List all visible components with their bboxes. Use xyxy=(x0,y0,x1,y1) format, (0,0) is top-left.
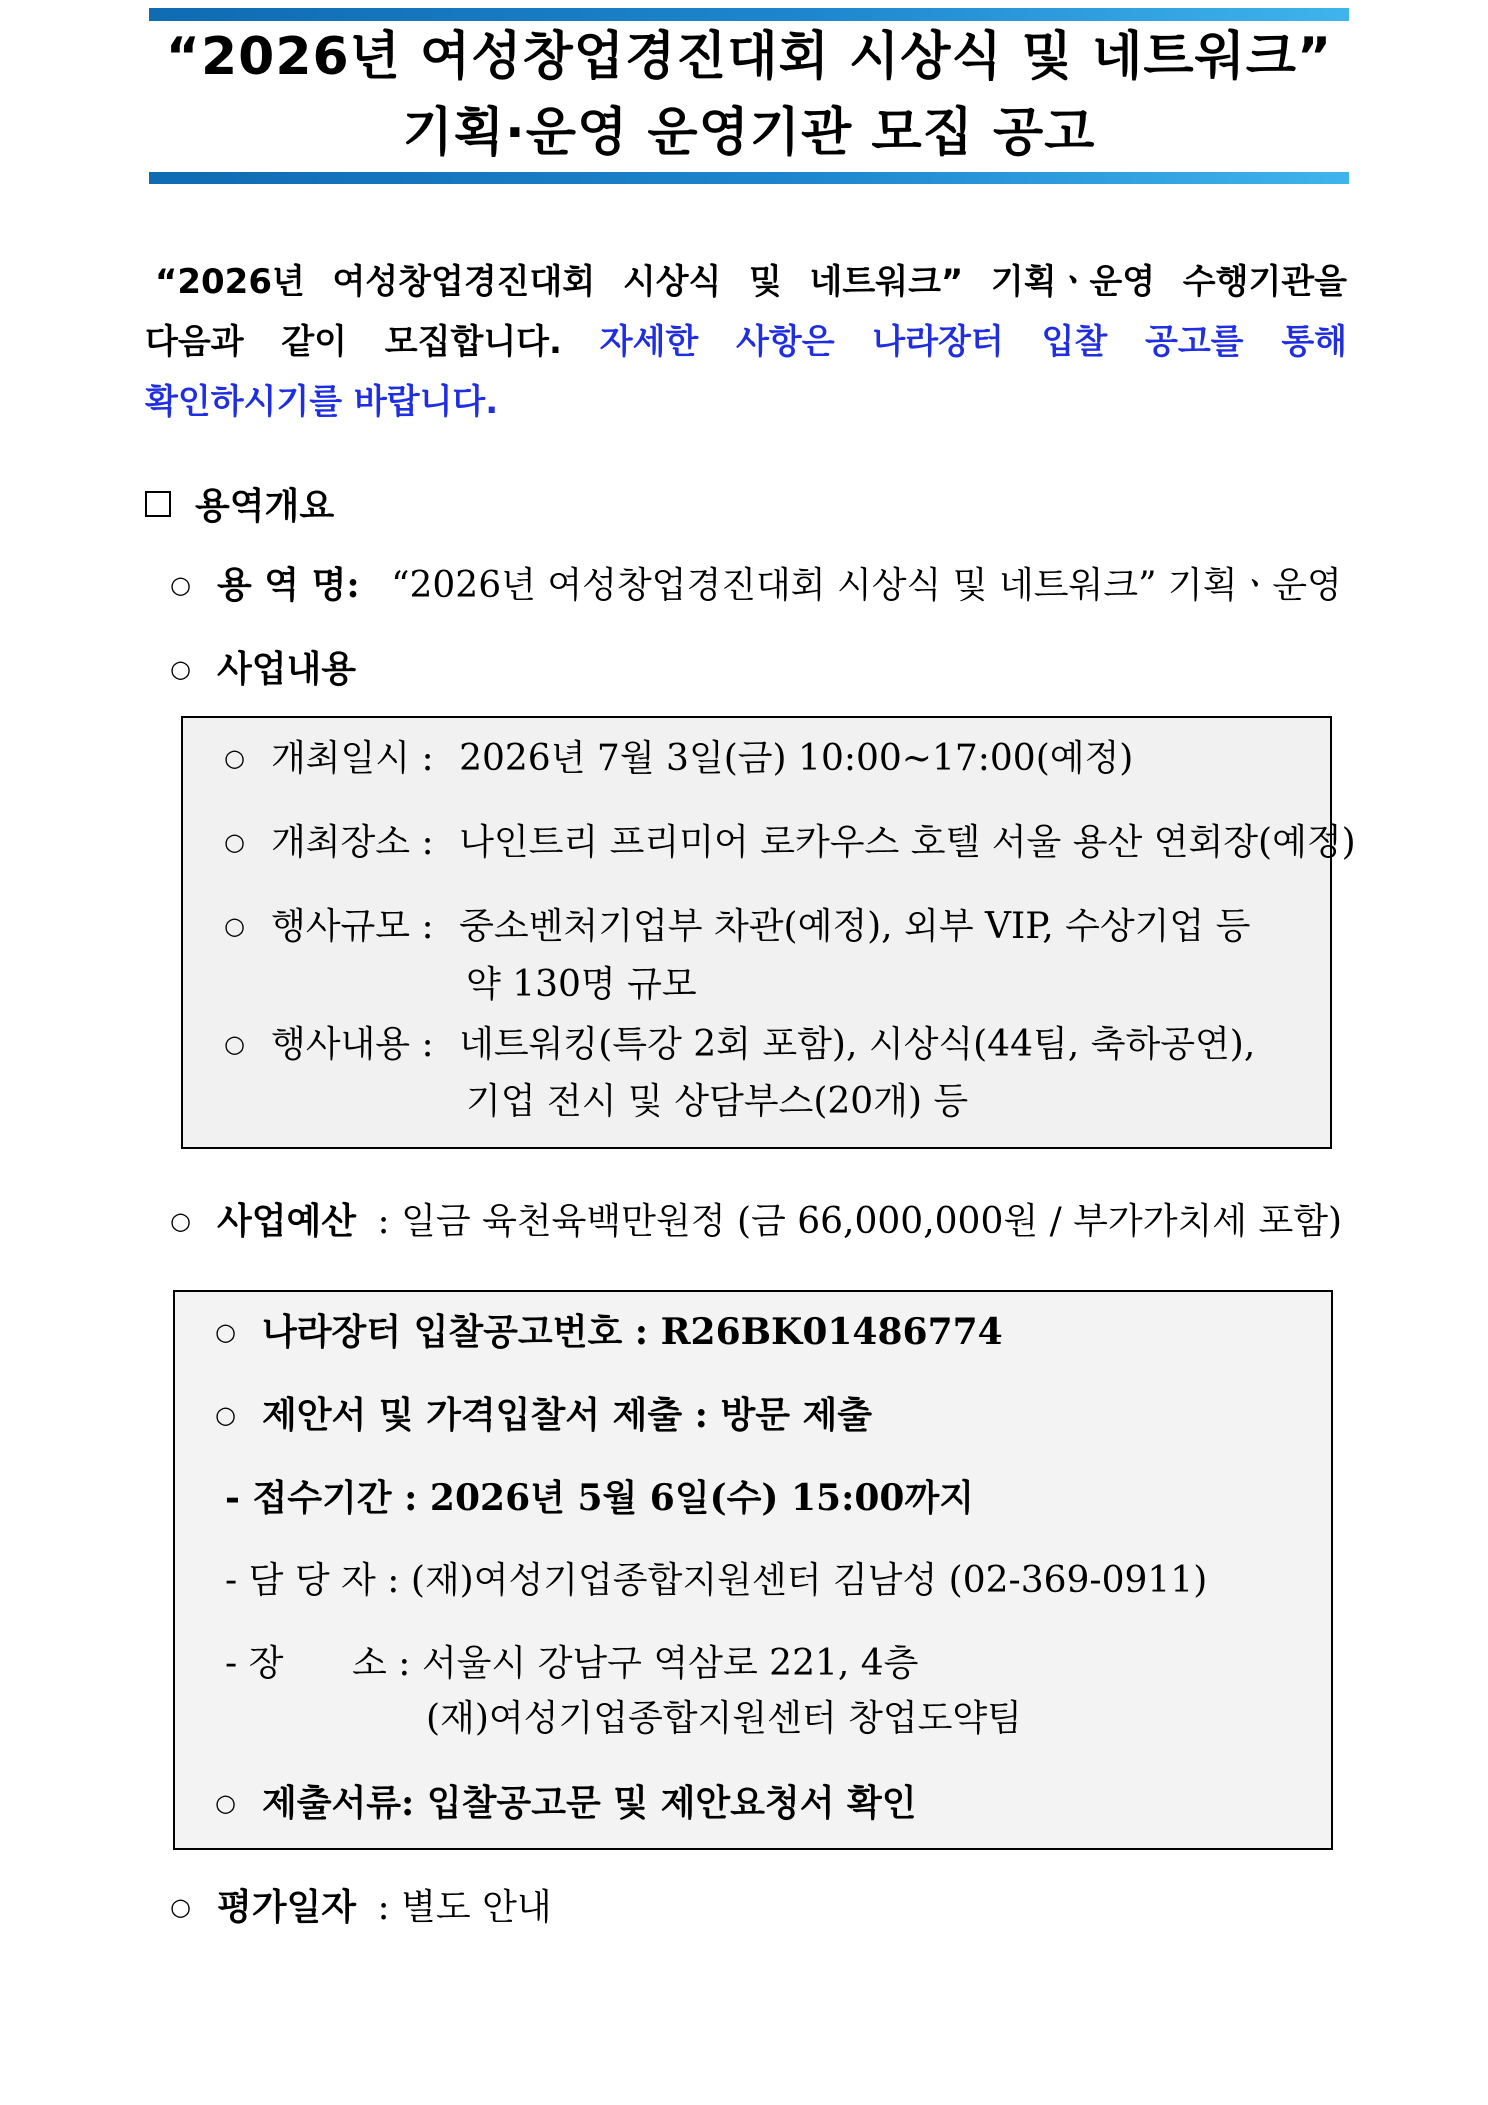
intro-paragraph xyxy=(145,252,1347,432)
bid-place-value: 서울시 강남구 역삼로 221, 4층 xyxy=(421,1643,919,1684)
bid-contact: - 담 당 자 : (재)여성기업종합지원센터 김남성 (02-369-0911) xyxy=(225,1560,1208,1601)
business-item-scale xyxy=(224,901,1250,952)
budget-label: 사업예산 xyxy=(216,1200,357,1242)
bid-place-value-cont: (재)여성기업종합지원센터 창업도약팀 xyxy=(426,1698,1022,1739)
service-name-value: “2026년 여성창업경진대회 시상식 및 네트워크” 기획ㆍ운영 xyxy=(391,565,1342,606)
bid-notice-row xyxy=(215,1307,1003,1357)
bullet-icon: ○ xyxy=(224,912,245,940)
section-title: 용역개요 xyxy=(195,486,335,527)
item-value: 네트워킹(특강 2회 포함), 시상식(44팀, 축하공연), xyxy=(459,1024,1256,1065)
bid-place-row xyxy=(225,1639,918,1689)
service-name-row xyxy=(170,560,1340,611)
header-bottom-bar xyxy=(149,172,1349,184)
page-title-line1: “2026년 여성창업경진대회 시상식 및 네트워크” xyxy=(165,27,1333,87)
business-item-program xyxy=(224,1019,1255,1070)
bid-notice: 나라장터 입찰공고번호 : R26BK01486774 xyxy=(261,1311,1003,1353)
intro-line-3: 확인하시기를 바랍니다. xyxy=(145,382,499,422)
item-label: 개최장소 : xyxy=(270,822,434,863)
item-value: 나인트리 프리미어 로카우스 호텔 서울 용산 연회장(예정) xyxy=(459,822,1356,863)
business-label-row xyxy=(170,644,356,695)
bid-place-label: - 장 소 : xyxy=(225,1643,411,1684)
bullet-icon: ○ xyxy=(170,655,191,683)
bullet-icon: ○ xyxy=(170,1893,191,1921)
checkbox-icon xyxy=(145,491,171,517)
business-item-program-cont: 기업 전시 및 상담부스(20개) 등 xyxy=(466,1081,969,1122)
bullet-icon: ○ xyxy=(170,571,191,599)
bid-docs: 제출서류: 입찰공고문 및 제안요청서 확인 xyxy=(261,1782,917,1824)
bullet-icon: ○ xyxy=(215,1401,236,1429)
bullet-icon: ○ xyxy=(215,1789,236,1817)
budget-row xyxy=(170,1196,1342,1247)
service-name-label: 용 역 명: xyxy=(216,564,360,606)
header-top-bar xyxy=(149,8,1349,21)
business-item-scale-cont: 약 130명 규모 xyxy=(466,964,697,1005)
item-label: 행사내용 : xyxy=(270,1024,434,1065)
evaluation-label: 평가일자 xyxy=(216,1886,357,1928)
intro-line-2 xyxy=(145,312,1347,372)
bid-info-box xyxy=(173,1290,1333,1850)
section-heading xyxy=(145,478,334,529)
bullet-icon: ○ xyxy=(224,1030,245,1058)
bid-submit: 제안서 및 가격입찰서 제출 : 방문 제출 xyxy=(261,1394,873,1436)
business-details-box xyxy=(181,716,1356,1149)
intro-line-1: “2026년 여성창업경진대회 시상식 및 네트워크” 기획ㆍ운영 수행기관을 xyxy=(155,262,1347,302)
intro-text: 다음과 같이 모집합니다. xyxy=(145,322,562,362)
item-label: 행사규모 : xyxy=(270,906,434,947)
business-item-date xyxy=(224,733,1133,784)
bullet-icon: ○ xyxy=(170,1207,191,1235)
bullet-icon: ○ xyxy=(215,1318,236,1346)
evaluation-row xyxy=(170,1882,552,1933)
bid-period: - 접수기간 : 2026년 5월 6일(수) 15:00까지 xyxy=(225,1477,975,1519)
bid-docs-row xyxy=(215,1778,917,1828)
bid-submit-row xyxy=(215,1390,872,1440)
item-value: 2026년 7월 3일(금) 10:00~17:00(예정) xyxy=(459,738,1134,779)
budget-value: : 일금 육천육백만원정 (금 66,000,000원 / 부가가치세 포함) xyxy=(377,1201,1343,1242)
intro-highlight: 자세한 사항은 나라장터 입찰 공고를 통해 xyxy=(561,322,1348,362)
bullet-icon: ○ xyxy=(224,828,245,856)
business-item-venue xyxy=(224,817,1356,868)
item-value: 중소벤처기업부 차관(예정), 외부 VIP, 수상기업 등 xyxy=(459,906,1251,947)
item-label: 개최일시 : xyxy=(270,738,434,779)
bullet-icon: ○ xyxy=(224,744,245,772)
page-title-line2: 기획·운영 운영기관 모집 공고 xyxy=(402,103,1096,163)
business-label: 사업내용 xyxy=(216,648,357,690)
evaluation-value: : 별도 안내 xyxy=(377,1887,552,1928)
